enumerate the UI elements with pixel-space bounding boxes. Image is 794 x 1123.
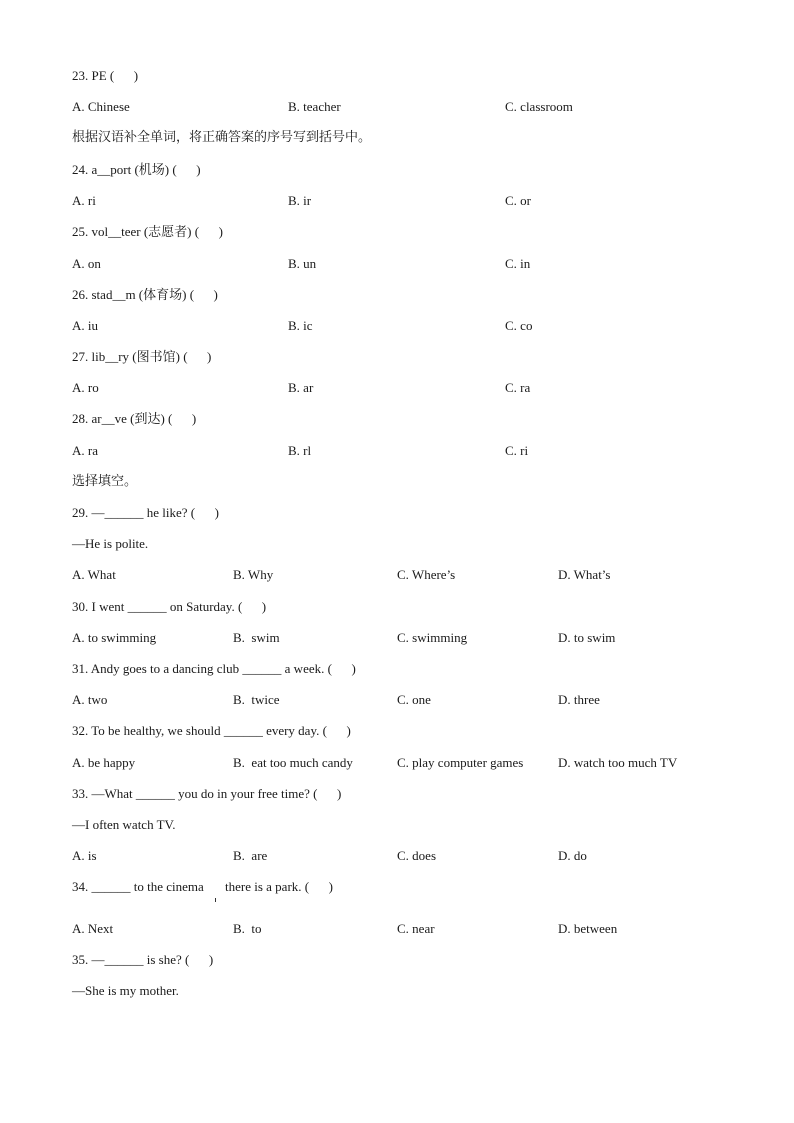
- question-24: 24. a__port (机场) ( ): [72, 162, 201, 177]
- q26-option-c: C. co: [505, 318, 533, 333]
- question-29: 29. —______ he like? ( ): [72, 505, 219, 520]
- q34-option-c: C. near: [397, 921, 435, 936]
- q31-option-a: A. two: [72, 692, 108, 707]
- q30-option-d: D. to swim: [558, 630, 616, 645]
- q33-answer-line: —I often watch TV.: [72, 817, 176, 832]
- q25-option-b: B. un: [288, 256, 317, 271]
- q28-option-c: C. ri: [505, 443, 529, 458]
- q27-option-b: B. ar: [288, 380, 314, 395]
- q34-option-b: B. to: [233, 921, 262, 936]
- q28-option-b: B. rl: [288, 443, 312, 458]
- question-35: 35. —______ is she? ( ): [72, 952, 214, 967]
- question-34-part-b: there is a park. ( ): [225, 879, 333, 894]
- q29-answer-line: —He is polite.: [72, 536, 149, 551]
- q23-option-b: B. teacher: [288, 99, 341, 114]
- q35-answer-line: —She is my mother.: [72, 983, 179, 998]
- q24-option-c: C. or: [505, 193, 531, 208]
- q29-option-c: C. Where’s: [397, 567, 456, 582]
- q26-option-a: A. iu: [72, 318, 98, 333]
- q33-option-d: D. do: [558, 848, 587, 863]
- q34-option-d: D. between: [558, 921, 618, 936]
- question-28: 28. ar__ve (到达) ( ): [72, 411, 197, 426]
- q29-option-a: A. What: [72, 567, 116, 582]
- q31-option-b: B. twice: [233, 692, 280, 707]
- q34-option-a: A. Next: [72, 921, 114, 936]
- q33-option-c: C. does: [397, 848, 436, 863]
- q23-option-a: A. Chinese: [72, 99, 130, 114]
- question-23: 23. PE ( ): [72, 68, 139, 83]
- question-32: 32. To be healthy, we should ______ every day. ( ): [72, 723, 351, 738]
- q25-option-a: A. on: [72, 256, 101, 271]
- comma-mark: [215, 898, 216, 902]
- q25-option-c: C. in: [505, 256, 531, 271]
- q33-option-a: A. is: [72, 848, 97, 863]
- q32-option-a: A. be happy: [72, 755, 136, 770]
- question-33: 33. —What ______ you do in your free time? ( ): [72, 786, 342, 801]
- q26-option-b: B. ic: [288, 318, 313, 333]
- question-31: 31. Andy goes to a dancing club ______ a week. ( ): [72, 661, 356, 676]
- section-instruction-fill-letters: 根据汉语补全单词，将正确答案的序号写到括号中。: [72, 130, 372, 145]
- q33-option-b: B. are: [233, 848, 268, 863]
- q27-option-a: A. ro: [72, 380, 99, 395]
- q30-option-a: A. to swimming: [72, 630, 157, 645]
- q24-option-a: A. ri: [72, 193, 96, 208]
- question-25: 25. vol__teer (志愿者) ( ): [72, 224, 223, 239]
- q31-option-d: D. three: [558, 692, 600, 707]
- q32-option-c: C. play computer games: [397, 755, 524, 770]
- question-27: 27. lib__ry (图书馆) ( ): [72, 349, 212, 364]
- question-30: 30. I went ______ on Saturday. ( ): [72, 599, 267, 614]
- q32-option-b: B. eat too much candy: [233, 755, 353, 770]
- q30-option-b: B. swim: [233, 630, 280, 645]
- q24-option-b: B. ir: [288, 193, 312, 208]
- q27-option-c: C. ra: [505, 380, 531, 395]
- q32-option-d: D. watch too much TV: [558, 755, 678, 770]
- q30-option-c: C. swimming: [397, 630, 468, 645]
- q23-option-c: C. classroom: [505, 99, 573, 114]
- section-instruction-choose: 选择填空。: [72, 474, 138, 489]
- q29-option-b: B. Why: [233, 567, 274, 582]
- question-26: 26. stad__m (体育场) ( ): [72, 287, 218, 302]
- q29-option-d: D. What’s: [558, 567, 611, 582]
- question-34-part-a: 34. ______ to the cinema: [72, 879, 204, 894]
- q28-option-a: A. ra: [72, 443, 98, 458]
- q31-option-c: C. one: [397, 692, 431, 707]
